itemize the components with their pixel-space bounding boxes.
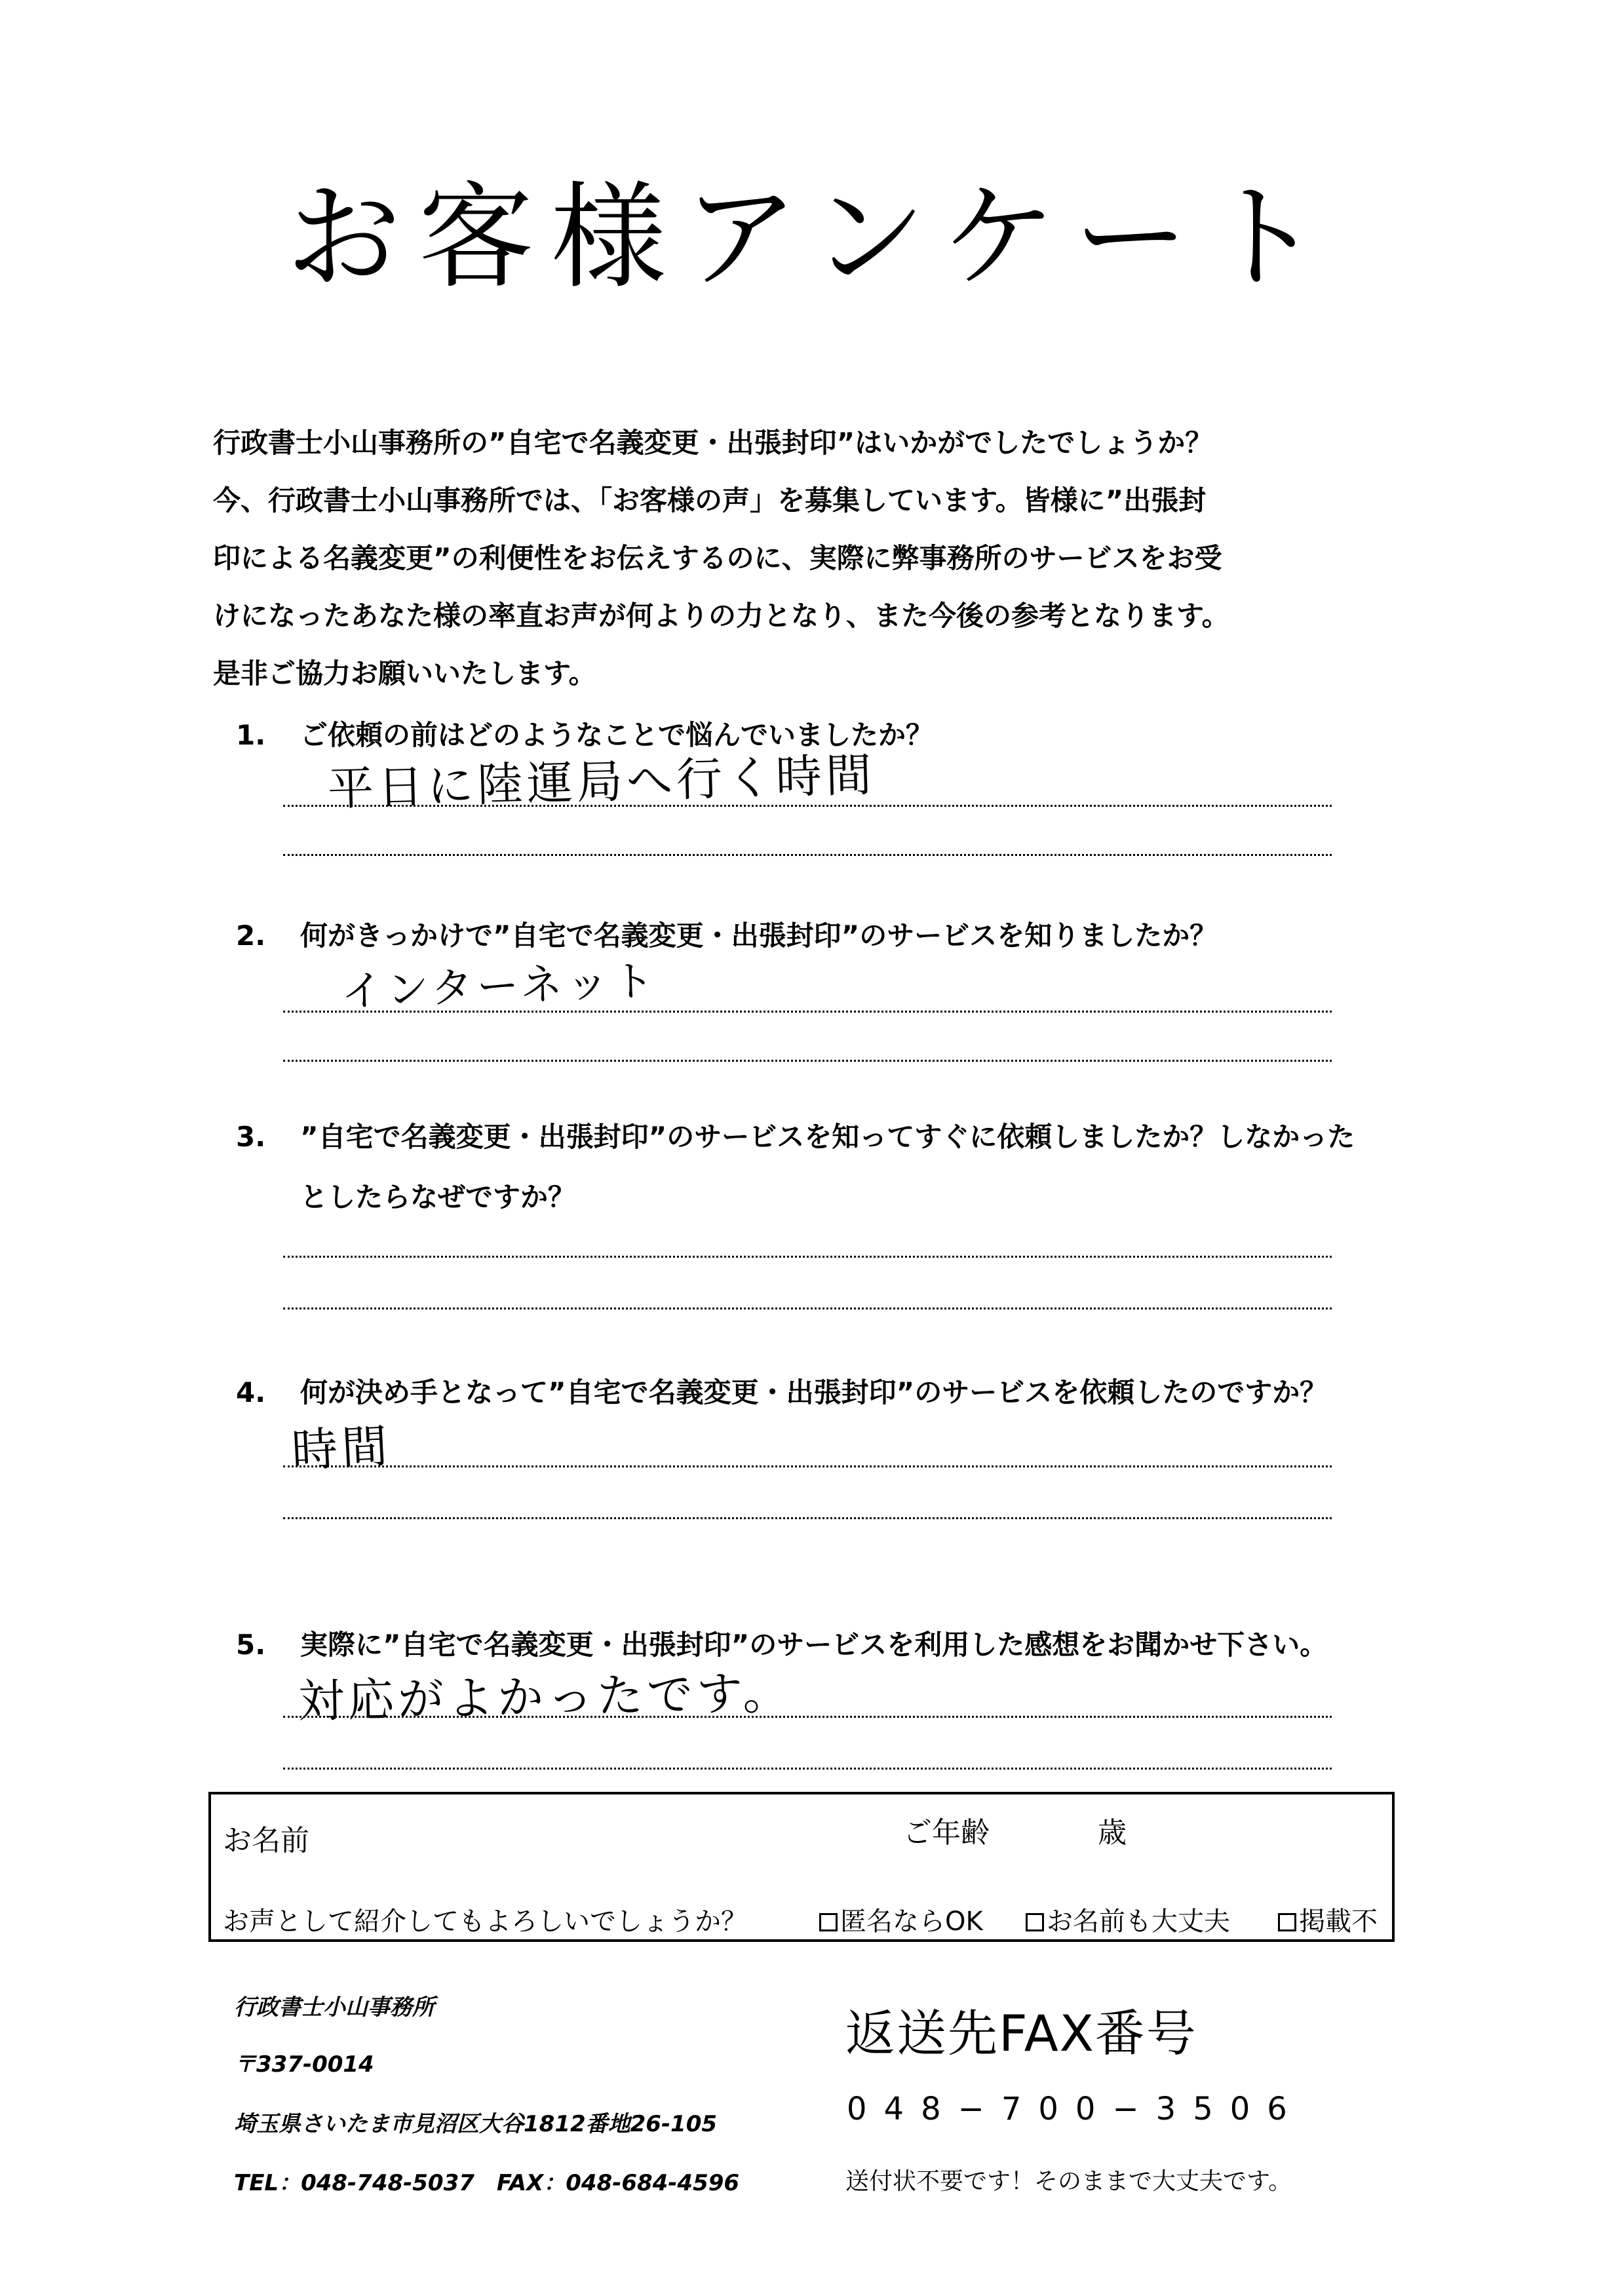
- answer-5-handwritten[interactable]: 対応がよかったです。: [298, 1665, 794, 1728]
- question-number: 3.: [236, 1121, 266, 1153]
- question-number: 2.: [236, 920, 266, 952]
- question-text: 何がきっかけで”自宅で名義変更・出張封印”のサービスを知りましたか？: [300, 920, 1218, 952]
- office-name: 行政書士小山事務所: [234, 1994, 435, 2021]
- intro-text: [213, 414, 1425, 703]
- page-title: お客様アンケート: [286, 170, 1338, 305]
- question-text: ご依頼の前はどのようなことで悩んでいましたか？: [300, 719, 934, 751]
- answer-line: [283, 1716, 1332, 1718]
- answer-4-handwritten[interactable]: 時間: [290, 1419, 393, 1478]
- question-text: 何が決め手となって”自宅で名義変更・出張封印”のサービスを依頼したのですか？: [300, 1376, 1328, 1408]
- question-number: 5.: [236, 1629, 266, 1661]
- option-no-publish-checkbox[interactable]: 掲載不: [1278, 1901, 1378, 1938]
- return-fax-title: 返送先FAX番号: [845, 2004, 1197, 2063]
- intro-line: けになったあなた様の率直お声が何よりの力となり、また今後の参考となります。: [213, 600, 1229, 632]
- answer-line: [283, 805, 1332, 807]
- answer-line: [283, 1768, 1332, 1770]
- office-tel-fax: TEL：048-748-5037 FAX：048-684-4596: [234, 2170, 740, 2196]
- answer-line: [283, 1060, 1332, 1062]
- answer-2-handwritten[interactable]: インターネット: [339, 957, 659, 1017]
- option-anonymous-checkbox[interactable]: 匿名ならOK: [819, 1901, 983, 1938]
- office-postal: 〒337-0014: [234, 2051, 374, 2078]
- intro-line: 是非ご協力お願いいたします。: [213, 657, 596, 689]
- answer-line: [283, 1011, 1332, 1013]
- name-label: お名前: [223, 1824, 309, 1857]
- consent-question: お声として紹介してもよろしいでしょうか？: [223, 1907, 747, 1937]
- answer-line: [283, 1465, 1332, 1467]
- question-number: 4.: [236, 1376, 266, 1408]
- question-text-continued: としたらなぜですか？: [300, 1181, 576, 1213]
- question-4: [236, 1373, 1327, 1412]
- answer-line: [283, 854, 1332, 856]
- question-text: ”自宅で名義変更・出張封印”のサービスを知ってすぐに依頼しましたか？しなかった: [300, 1121, 1355, 1153]
- answer-1-handwritten[interactable]: 平日に陸運局へ行く時間: [327, 748, 876, 816]
- question-2: [236, 916, 1217, 956]
- return-fax-note: 送付状不要です！そのままで大丈夫です。: [845, 2168, 1292, 2195]
- question-text: 実際に”自宅で名義変更・出張封印”のサービスを利用した感想をお聞かせ下さい。: [300, 1629, 1328, 1661]
- intro-line: 印による名義変更”の利便性をお伝えするのに、実際に弊事務所のサービスをお受: [213, 542, 1222, 574]
- question-number: 1.: [236, 719, 266, 751]
- age-label: ご年齢: [903, 1816, 990, 1850]
- intro-line: 行政書士小山事務所の”自宅で名義変更・出張封印”はいかがでしたでしょうか？: [213, 427, 1213, 459]
- question-3: [236, 1117, 1355, 1217]
- answer-line: [283, 1256, 1332, 1258]
- option-name-ok-checkbox[interactable]: お名前も大丈夫: [1026, 1901, 1230, 1938]
- office-address: 埼玉県さいたま市見沼区大谷1812番地26-105: [234, 2111, 718, 2137]
- age-unit: 歳: [1098, 1816, 1127, 1850]
- intro-line: 今、行政書士小山事務所では、「お客様の声」を募集しています。皆様に”出張封: [213, 484, 1207, 516]
- answer-line: [283, 1308, 1332, 1309]
- return-fax-number: 048−700−3506: [847, 2091, 1304, 2127]
- answer-line: [283, 1517, 1332, 1519]
